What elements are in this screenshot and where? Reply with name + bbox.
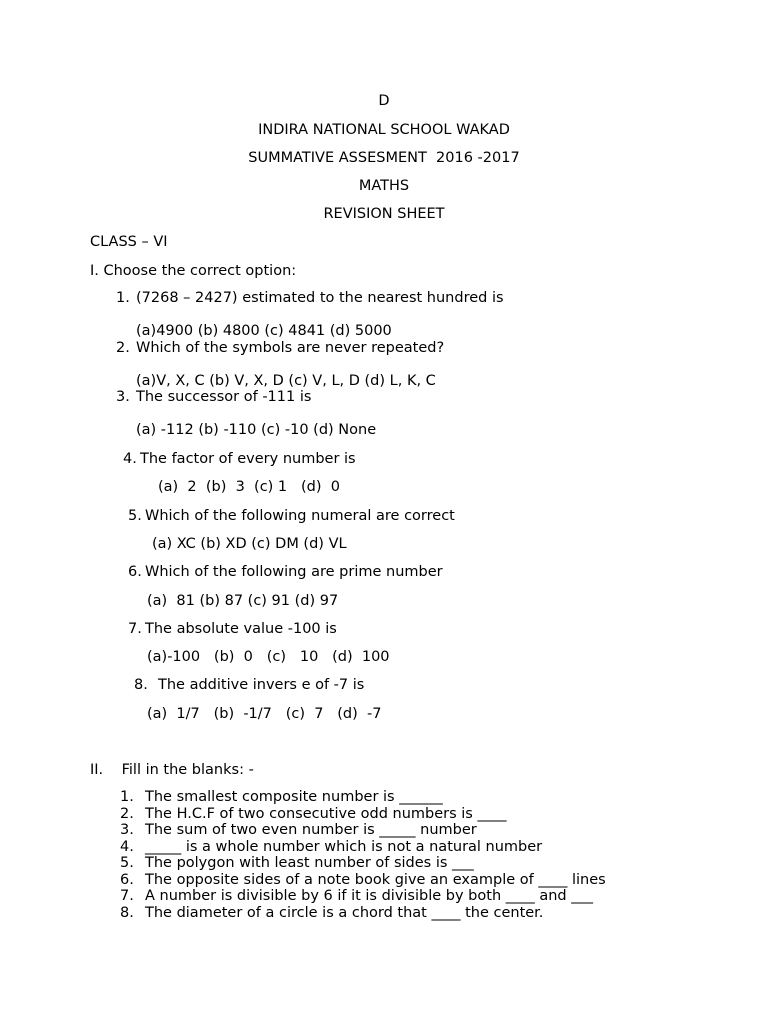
question-options: (a)4900 (b) 4800 (c) 4841 (d) 5000 [136, 323, 392, 339]
item-text: A number is divisible by 6 if it is divisible by both ____ and ___ [145, 888, 593, 904]
question-text: The additive invers e of -7 is [158, 677, 365, 693]
section2-heading: II. Fill in the blanks: - [90, 762, 254, 778]
item-number: 4. [120, 839, 134, 855]
item-number: 8. [120, 905, 134, 921]
question-number: 4. [123, 451, 137, 467]
question-text: Which of the symbols are never repeated? [136, 340, 445, 356]
item-number: 1. [120, 789, 134, 805]
exam-title: SUMMATIVE ASSESMENT 2016 -2017 [248, 150, 520, 166]
question-text: Which of the following are prime number [145, 564, 443, 580]
question-options: (a) 2 (b) 3 (c) 1 (d) 0 [158, 479, 340, 495]
question-text: (7268 – 2427) estimated to the nearest hundred is [136, 290, 504, 306]
question-number: 3. [116, 389, 130, 405]
question-options: (a)V, X, C (b) V, X, D (c) V, L, D (d) L, K, C [136, 373, 436, 389]
item-text: The opposite sides of a note book give an example of ____ lines [145, 872, 606, 888]
question-text: Which of the following numeral are correct [145, 508, 455, 524]
item-number: 7. [120, 888, 134, 904]
question-number: 8. [134, 677, 148, 693]
question-options: (a)-100 (b) 0 (c) 10 (d) 100 [147, 649, 390, 665]
set-label: D [378, 93, 390, 109]
item-text: _____ is a whole number which is not a natural number [145, 839, 543, 855]
question-number: 1. [116, 290, 130, 306]
question-text: The successor of -111 is [136, 389, 312, 405]
item-text: The diameter of a circle is a chord that ____ the center. [145, 905, 544, 921]
item-number: 3. [120, 822, 134, 838]
subject-title: MATHS [358, 178, 410, 194]
item-number: 6. [120, 872, 134, 888]
item-number: 5. [120, 855, 134, 871]
item-text: The polygon with least number of sides is ___ [145, 855, 474, 871]
class-line: CLASS – VI [90, 234, 168, 250]
item-number: 2. [120, 806, 134, 822]
item-text: The sum of two even number is _____ number [145, 822, 477, 838]
question-options: (a) XC (b) XD (c) DM (d) VL [152, 536, 347, 552]
question-options: (a) 81 (b) 87 (c) 91 (d) 97 [147, 593, 339, 609]
item-text: The H.C.F of two consecutive odd numbers is ____ [145, 806, 507, 822]
question-text: The factor of every number is [140, 451, 356, 467]
section1-heading: I. Choose the correct option: [90, 263, 297, 279]
question-options: (a) 1/7 (b) -1/7 (c) 7 (d) -7 [147, 706, 382, 722]
question-text: The absolute value -100 is [145, 621, 337, 637]
question-number: 5. [128, 508, 142, 524]
question-number: 6. [128, 564, 142, 580]
question-number: 7. [128, 621, 142, 637]
item-text: The smallest composite number is ______ [145, 789, 443, 805]
sheet-title: REVISION SHEET [323, 206, 445, 222]
question-options: (a) -112 (b) -110 (c) -10 (d) None [136, 422, 377, 438]
school-name: INDIRA NATIONAL SCHOOL WAKAD [258, 122, 510, 138]
question-number: 2. [116, 340, 130, 356]
